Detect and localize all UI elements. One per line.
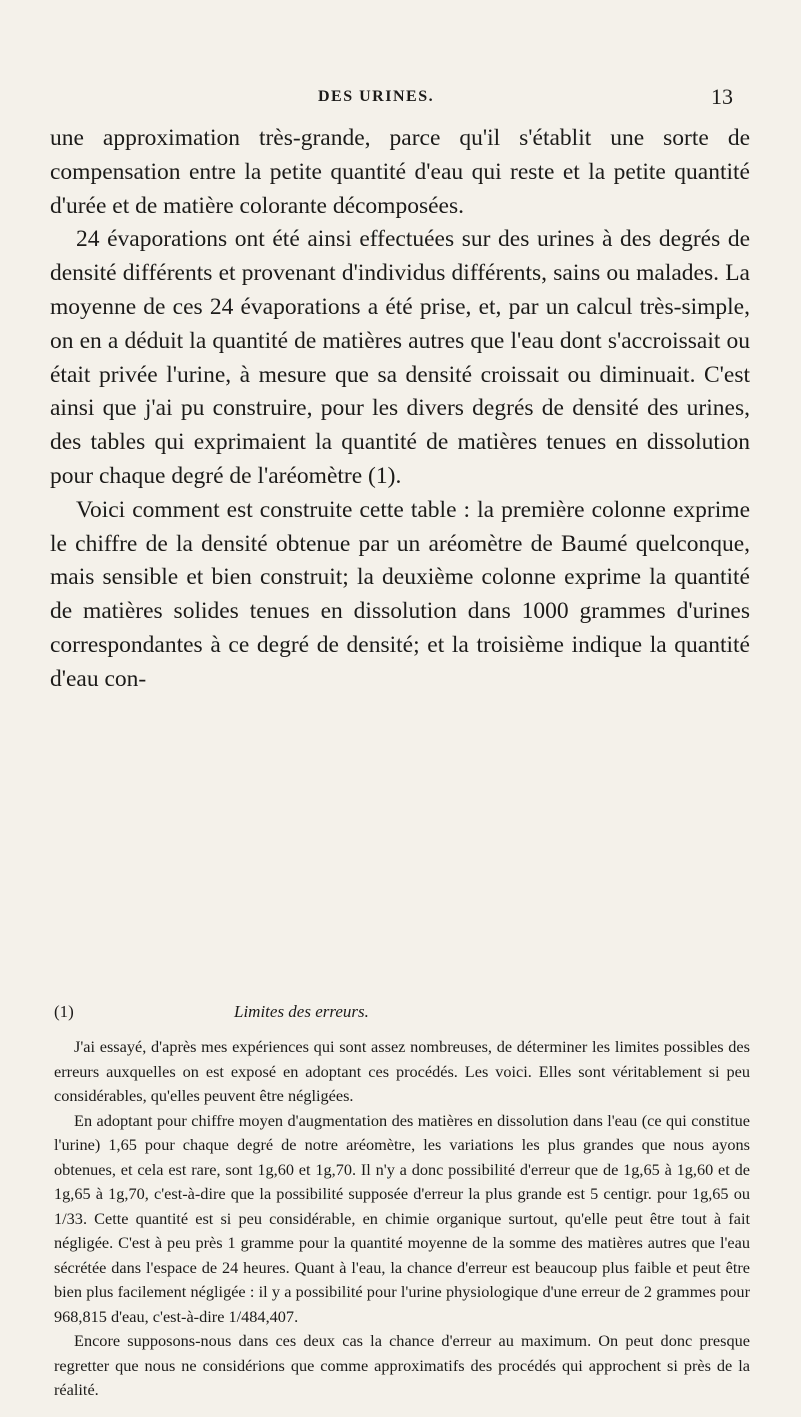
footnote-marker: (1) (54, 1002, 74, 1021)
footnote-paragraph: Encore supposons-nous dans ces deux cas la chance d'erreur au maximum. On peut donc presque regretter que nous ne considérions que comme approximatifs des procédés qui approchent si près de la réalité. (54, 1331, 750, 1399)
footnote-heading (54, 1002, 750, 1022)
running-head: DES URINES. (318, 88, 435, 105)
footnote-paragraph: J'ai essayé, d'après mes expériences qui sont assez nombreuses, de déterminer les limites possibles des erreurs auxquelles on est exposé en adoptant ces procédés. Les voici. Elles sont véritablement si peu considérables, qu'elles peuvent être négligées. (54, 1037, 750, 1105)
paragraph-continuation: une approximation très-grande, parce qu'il s'établit une sorte de compensation entre la petite quantité d'eau qui reste et la petite quantité d'urée et de matière colorante décomposées. (50, 125, 750, 219)
paragraph-table-description: Voici comment est construite cette table : la première colonne exprime le chiffre de la densité obtenue par un aréomètre de Baumé quelconque, mais sensible et bien construit; la deuxième colonne exprime la quantité de matières solides tenues en dissolution dans 1000 grammes d'urines correspondantes à ce degré de densité; et la troisième indique la quantité d'eau con- (50, 496, 750, 692)
paragraph-evaporations: 24 évaporations ont été ainsi effectuées sur des urines à des degrés de densité différents et provenant d'individus différents, sains ou malades. La moyenne de ces 24 évaporations a été prise, et, par un calcul très-simple, on en a déduit la quantité de matières autres que l'eau dont s'accroissait ou était privée l'urine, à mesure que sa densité croissait ou diminuait. C'est ainsi que j'ai pu construire, pour les divers degrés de densité des urines, des tables qui exprimaient la quantité de matières tenues en dissolution pour chaque degré de l'aréomètre (1). (50, 226, 750, 489)
footnote-title: Limites des erreurs. (234, 1002, 369, 1021)
page-number: 13 (711, 84, 733, 109)
footnote-paragraph: En adoptant pour chiffre moyen d'augmentation des matières en dissolution dans l'eau (ce qui constitue l'urine) 1,65 pour chaque degré de notre aréomètre, les variations les plus grandes que nous ayons obtenues, et cela est rare, sont 1g,60 et 1g,70. Il n'y a donc possibilité d'erreur que de 1g,65 à 1g,60 et de 1g,65 à 1g,70, c'est-à-dire que la possibilité supposée d'erreur la plus grande est 5 centigr. pour 1g,65 ou 1/33. Cette quantité est si peu considérable, en chimie organique surtout, qu'elle peut être tout à fait négligée. C'est à peu près 1 gramme pour la quantité moyenne de la somme des matières autres que l'eau sécrétée dans l'espace de 24 heures. Quant à l'eau, la chance d'erreur est beaucoup plus faible et peut être bien plus facilement négligée : il y a possibilité pour l'urine physiologique d'une erreur de 2 grammes pour 968,815 d'eau, c'est-à-dire 1/484,407. (54, 1110, 750, 1326)
footnote-body (54, 1035, 750, 1403)
main-text (50, 122, 750, 697)
